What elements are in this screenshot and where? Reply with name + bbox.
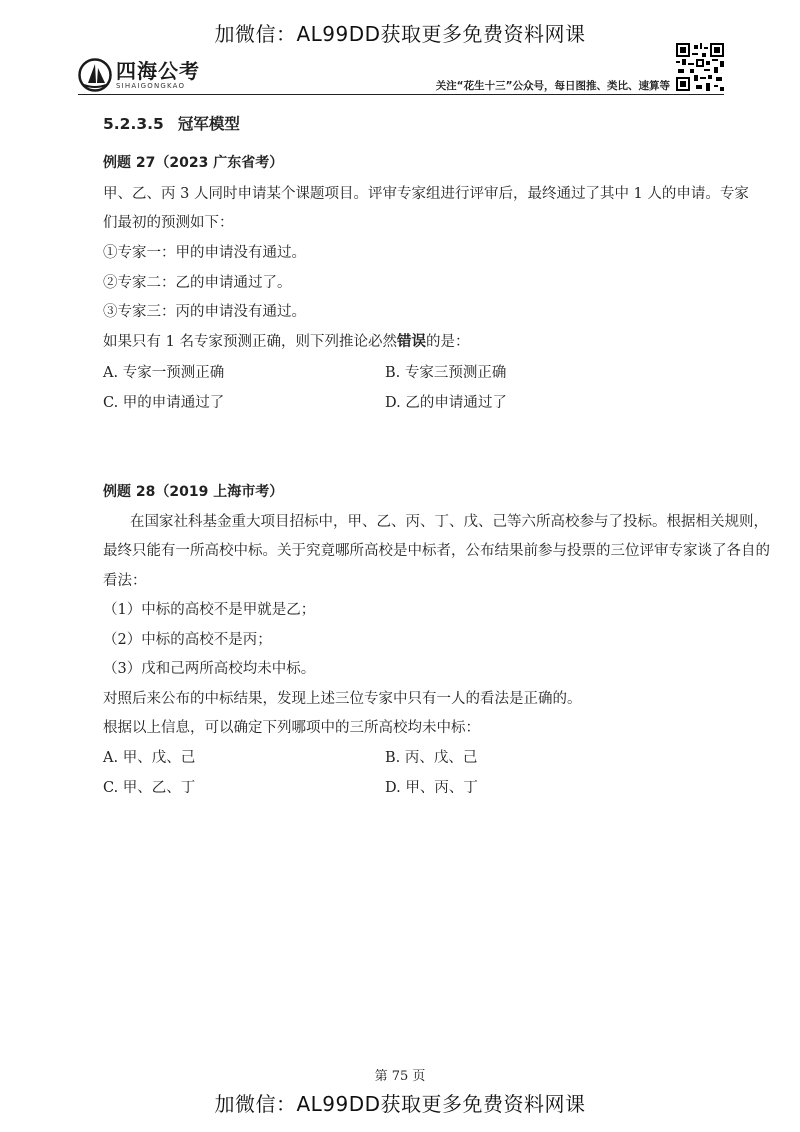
- section-heading: 冠军模型: [177, 115, 240, 133]
- example-27-question-emphasis: 错误: [396, 333, 426, 350]
- example-27-option-d: D. 乙的申请通过了: [385, 395, 507, 411]
- header-note: 关注“花生十三”公众号，每日图推、类比、速算等: [435, 80, 670, 92]
- section-number: 5.2.3.5: [103, 115, 164, 133]
- example-28-option-c: C. 甲、乙、丁: [103, 780, 196, 796]
- example-27-question: [103, 330, 469, 351]
- watermark-bottom: 加微信：AL99DD获取更多免费资料网课: [214, 1092, 586, 1116]
- example-27-title: 例题 27（2023 广东省考）: [103, 155, 284, 171]
- example-28-item-3: （3）戊和己两所高校均未中标。: [103, 661, 316, 677]
- example-27-question-before: 如果只有 1 名专家预测正确，则下列推论必然: [103, 334, 397, 350]
- example-28-result: 对照后来公布的中标结果，发现上述三位专家中只有一人的看法是正确的。: [103, 691, 582, 707]
- example-28-title: 例题 28（2019 上海市考）: [103, 484, 284, 500]
- sailboat-logo-icon: [78, 58, 112, 92]
- example-28-stem-line-2: 最终只能有一所高校中标。关于究竟哪所高校是中标者，公布结果前参与投票的三位评审专家谈了各自的: [103, 543, 770, 559]
- logo-subtitle: SIHAIGONGKAO: [116, 81, 186, 90]
- example-27-question-after: 的是：: [425, 334, 470, 350]
- example-28-question: 根据以上信息，可以确定下列哪项中的三所高校均未中标：: [103, 720, 480, 736]
- qr-code-icon: [676, 43, 724, 91]
- page-number: 第 75 页: [374, 1069, 426, 1084]
- example-28-option-a: A. 甲、戊、己: [103, 750, 196, 766]
- example-27-option-c: C. 甲的申请通过了: [103, 395, 225, 411]
- example-28-stem-line-1: 在国家社科基金重大项目招标中，甲、乙、丙、丁、戊、己等六所高校参与了投标。根据相关规则，: [130, 514, 768, 530]
- example-28-stem-line-3: 看法：: [103, 573, 147, 589]
- example-28-option-b: B. 丙、戊、己: [385, 750, 478, 766]
- example-27-item-2: ②专家二：乙的申请通过了。: [103, 275, 292, 291]
- example-27-item-3: ③专家三：丙的申请没有通过。: [103, 304, 306, 320]
- example-27-item-1: ①专家一：甲的申请没有通过。: [103, 245, 306, 261]
- example-28-option-d: D. 甲、丙、丁: [385, 780, 478, 796]
- example-28-item-1: （1）中标的高校不是甲就是乙；: [103, 602, 316, 618]
- example-28-item-2: （2）中标的高校不是丙；: [103, 632, 272, 648]
- example-27-stem-line-2: 们最初的预测如下：: [103, 215, 234, 231]
- example-27-option-b: B. 专家三预测正确: [385, 365, 507, 381]
- logo: [78, 58, 200, 92]
- example-27-option-a: A. 专家一预测正确: [103, 365, 225, 381]
- logo-name: 四海公考: [116, 58, 200, 83]
- example-27-stem-line-1: 甲、乙、丙 3 人同时申请某个课题项目。评审专家组进行评审后，最终通过了其中 1 人的申请。专家: [103, 186, 749, 202]
- header-divider: [78, 94, 724, 95]
- section-title: [103, 112, 254, 134]
- watermark-top: 加微信：AL99DD获取更多免费资料网课: [214, 22, 586, 46]
